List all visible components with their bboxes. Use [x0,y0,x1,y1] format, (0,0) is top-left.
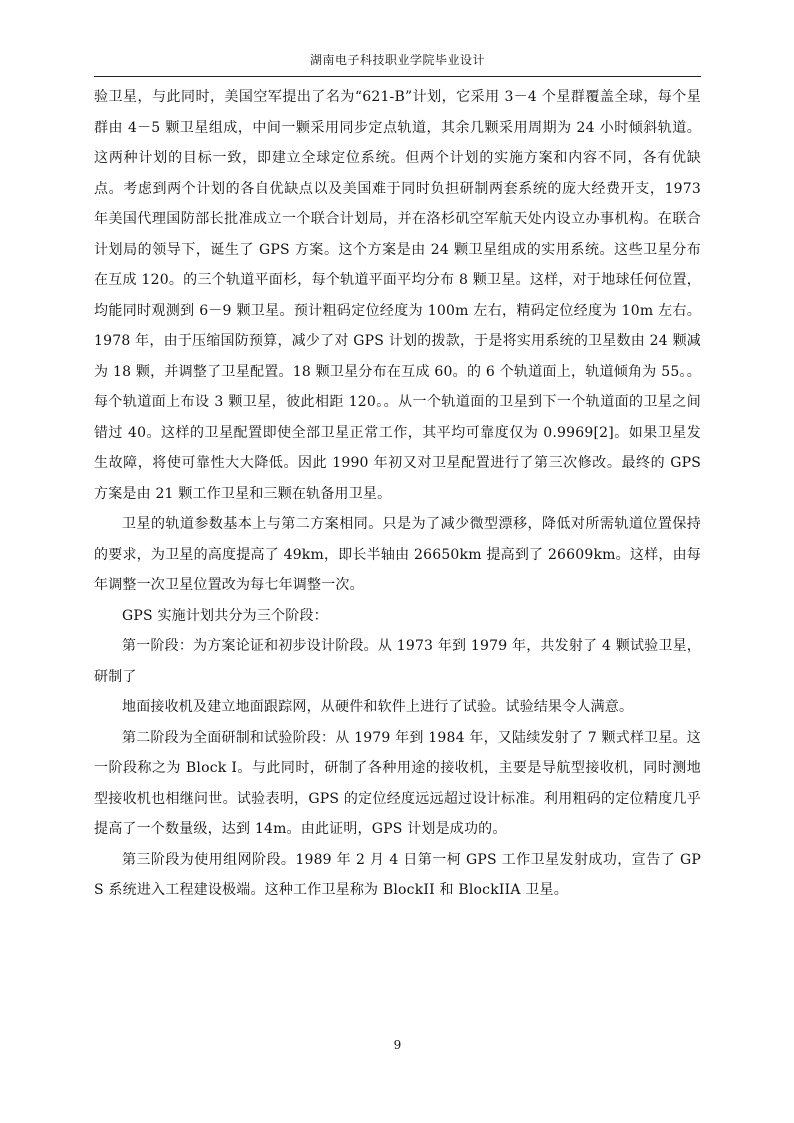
paragraph-continued: 验卫星，与此同时，美国空军提出了名为“621-B”计划，它采用 3－4 个星群覆盖全球，每个星群由 4－5 颗卫星组成，中间一颗采用同步定点轨道，其余几颗采用周期为 24 小时倾斜轨道。这两种计划的目标一致，即建立全球定位系统。但两个计划的实施方案和内容不同，各有优缺点。考虑到两个计划的各自优缺点以及美国难于同时负担研制两套系统的庞大经费开支，1973 年美国代理国防部长批准成立一个联合计划局，并在洛杉矶空军航天处内设立办事机构。在联合计划局的领导下，诞生了 GPS 方案。这个方案是由 24 颗卫星组成的实用系统。这些卫星分布在互成 120。的三个轨道平面杉，每个轨道平面平均分布 8 颗卫星。这样，对于地球任何位置，均能同时观测到 6－9 颗卫星。预计粗码定位经度为 100m 左右，精码定位经度为 10m 左右。1978 年，由于压缩国防预算，减少了对 GPS 计划的拨款，于是将实用系统的卫星数由 24 颗减为 18 颗，并调整了卫星配置。18 颗卫星分布在互成 60。的 6 个轨道面上，轨道倾角为 55。。每个轨道面上布设 3 颗卫星，彼此相距 120。。从一个轨道面的卫星到下一个轨道面的卫星之间错过 40。这样的卫星配置即使全部卫星正常工作，其平均可靠度仅为 0.9969[2]。如果卫星发生故障，将使可靠性大大降低。因此 1990 年初又对卫星配置进行了第三次修改。最终的 GPS 方案是由 21 颗工作卫星和三颗在轨备用卫星。 [94,89,701,502]
paragraph-phase-one-continued: 地面接收机及建立地面跟踪网，从硬件和软件上进行了试验。试验结果令人满意。 [122,699,634,715]
header-divider [94,76,701,77]
page-header: 湖南电子科技职业学院毕业设计 [309,53,485,67]
page-number: 9 [393,1038,402,1052]
paragraph-phase-two: 第二阶段为全面研制和试验阶段：从 1979 年到 1984 年，又陆续发射了 7 颗式样卫星。这一阶段称之为 Block I。与此同时，研制了各种用途的接收机，主要是导航型接收机，同时测地型接收机也相继问世。试验表明，GPS 的定位经度远远超过设计标准。利用粗码的定位精度几乎提高了一个数量级，达到 14m。由此证明，GPS 计划是成功的。 [94,729,701,837]
paragraph-phase-three: 第三阶段为使用组网阶段。1989 年 2 月 4 日第一柯 GPS 工作卫星发射成功，宣告了 GPS 系统进入工程建设极端。这种工作卫星称为 BlockII 和 BlockIIA 卫星。 [94,851,701,898]
paragraph-phase-one: 第一阶段：为方案论证和初步设计阶段。从 1973 年到 1979 年，共发射了 4 颗试验卫星，研制了 [94,638,701,685]
paragraph-orbit-parameters: 卫星的轨道参数基本上与第二方案相同。只是为了减少微型漂移，降低对所需轨道位置保持的要求，为卫星的高度提高了 49km，即长半轴由 26650km 提高到了 26609km。这样，由每年调整一次卫星位置改为每七年调整一次。 [94,516,701,593]
paragraph-phases-intro: GPS 实施计划共分为三个阶段： [122,607,328,624]
body-text [94,82,701,906]
